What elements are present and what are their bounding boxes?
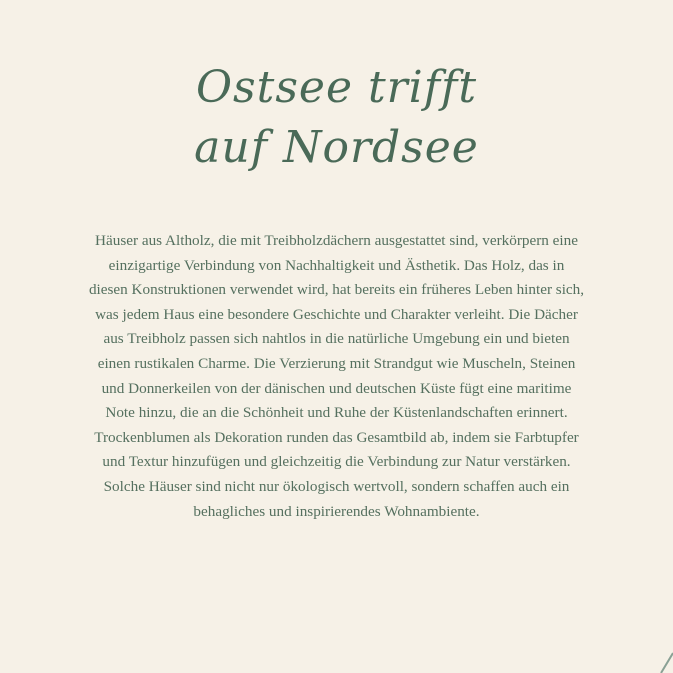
- title-line-2: auf Nordsee: [194, 122, 479, 173]
- corner-decoration: [633, 633, 673, 673]
- body-paragraph: Häuser aus Altholz, die mit Treibholzdächern ausgestattet sind, verkörpern eine einzigartige Verbindung von Nachhaltigkeit und Ästhetik. Das Holz, das in diesen Konstruktionen verwendet wird, hat bereits ein früheres Leben hinter sich, was jedem Haus eine besondere Geschichte und Charakter verleiht. Die Dächer aus Treibholz passen sich nahtlos in die natürliche Umgebung ein und bieten einen rustikalen Charme. Die Verzierung mit Strandgut wie Muscheln, Steinen und Donnerkeilen von der dänischen und deutschen Küste fügt eine maritime Note hinzu, die an die Schönheit und Ruhe der Küstenlandschaften erinnert. Trockenblumen als Dekoration runden das Gesamtbild ab, indem sie Farbtupfer und Textur hinzufügen und gleichzeitig die Verbindung zur Natur verstärken. Solche Häuser sind nicht nur ökologisch wertvoll, sondern schaffen auch ein behagliches und inspirierendes Wohnambiente.: [88, 232, 585, 520]
- title-line-1: Ostsee trifft: [195, 62, 478, 113]
